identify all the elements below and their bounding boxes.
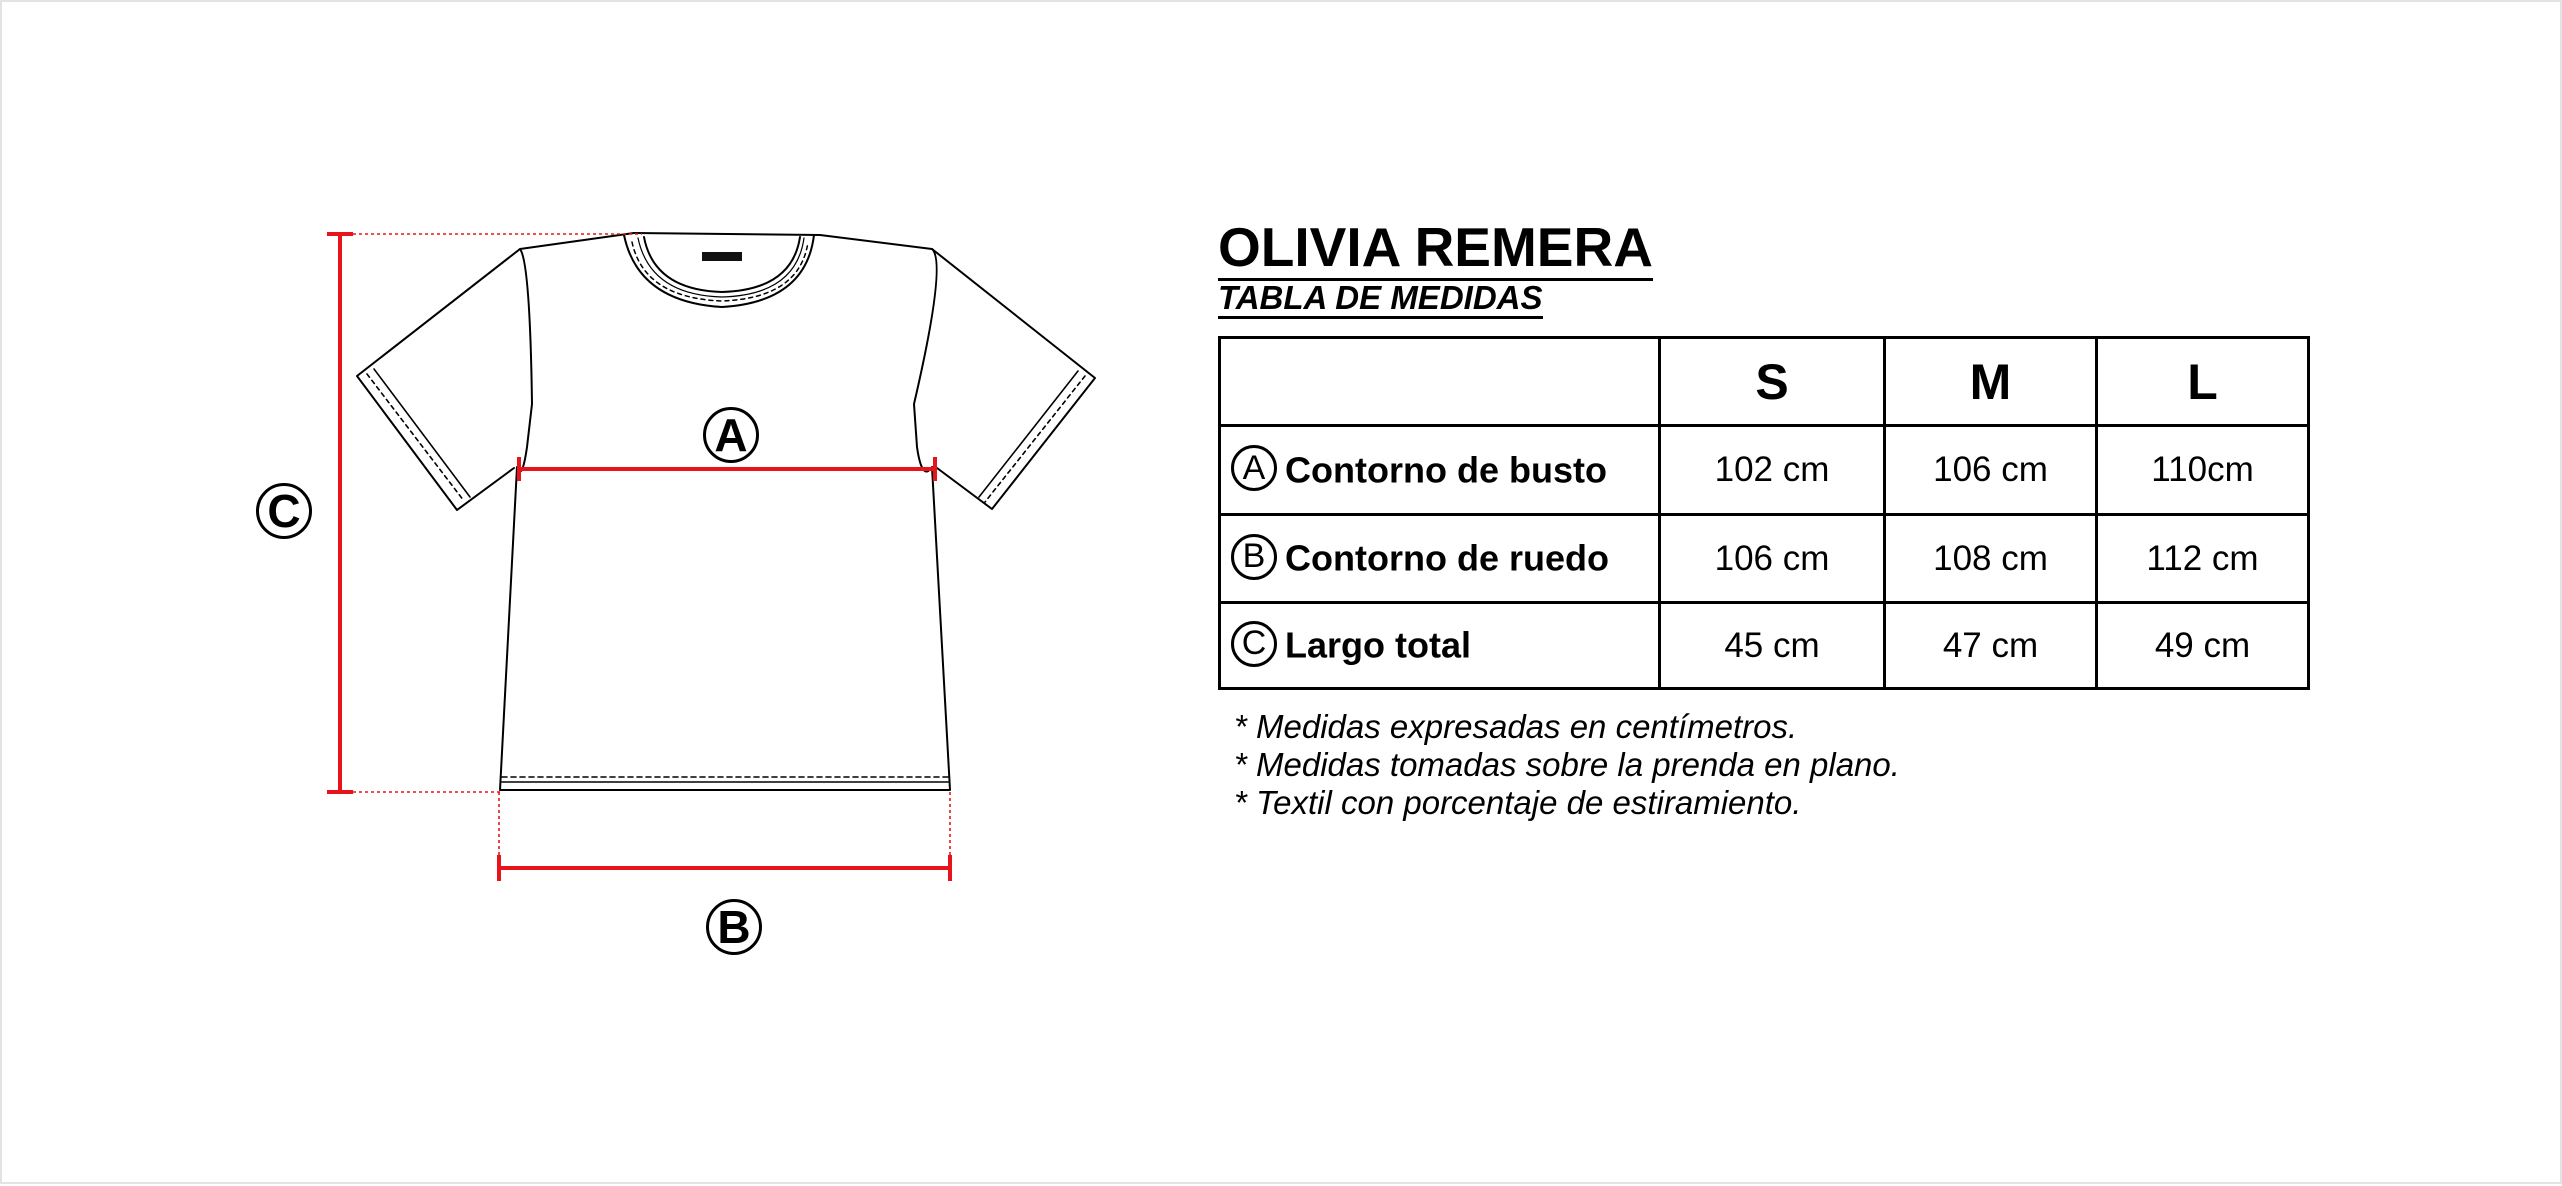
value-hem-m: 108 cm	[1885, 515, 2097, 603]
row-marker-a: A	[1231, 445, 1277, 491]
size-table	[1218, 336, 2310, 690]
row-label-text: Largo total	[1285, 624, 1471, 666]
marker-a: A	[703, 407, 759, 463]
row-marker-c: C	[1231, 621, 1277, 667]
product-title: OLIVIA REMERA	[1218, 220, 1653, 281]
size-table-subtitle: TABLA DE MEDIDAS	[1218, 281, 1543, 319]
measure-lines	[327, 234, 950, 881]
value-hem-s: 106 cm	[1660, 515, 1885, 603]
right-sleeve-hem-stitch	[985, 376, 1085, 502]
row-marker-b: B	[1231, 534, 1277, 580]
header-empty-cell	[1220, 338, 1660, 426]
value-bust-s: 102 cm	[1660, 426, 1885, 515]
row-label-bust	[1220, 426, 1660, 515]
neckline-outer	[624, 235, 814, 307]
row-label-hem	[1220, 515, 1660, 603]
value-length-l: 49 cm	[2097, 603, 2309, 689]
left-sleeve-hem-stitch	[367, 374, 464, 501]
note-stretch: * Textil con porcentaje de estiramiento.	[1234, 784, 1802, 821]
note-units: * Medidas expresadas en centímetros.	[1234, 708, 1798, 745]
marker-b: B	[706, 899, 762, 955]
measurement-notes	[1234, 708, 1900, 822]
size-header-m: M	[1885, 338, 2097, 426]
size-header-l: L	[2097, 338, 2309, 426]
row-label-length	[1220, 603, 1660, 689]
value-hem-l: 112 cm	[2097, 515, 2309, 603]
neck-brand-label	[702, 252, 742, 261]
guide-lines	[353, 234, 950, 855]
note-flat: * Medidas tomadas sobre la prenda en plano.	[1234, 746, 1900, 783]
value-bust-m: 106 cm	[1885, 426, 2097, 515]
marker-c: C	[256, 483, 312, 539]
row-label-text: Contorno de ruedo	[1285, 537, 1609, 579]
size-header-row	[1220, 338, 2309, 426]
table-row	[1220, 603, 2309, 689]
value-length-m: 47 cm	[1885, 603, 2097, 689]
right-sleeve-outline	[932, 249, 1095, 509]
value-length-s: 45 cm	[1660, 603, 1885, 689]
size-header-s: S	[1660, 338, 1885, 426]
tshirt-body-outline	[500, 233, 950, 790]
row-label-text: Contorno de busto	[1285, 449, 1607, 491]
value-bust-l: 110cm	[2097, 426, 2309, 515]
table-row	[1220, 515, 2309, 603]
table-row	[1220, 426, 2309, 515]
